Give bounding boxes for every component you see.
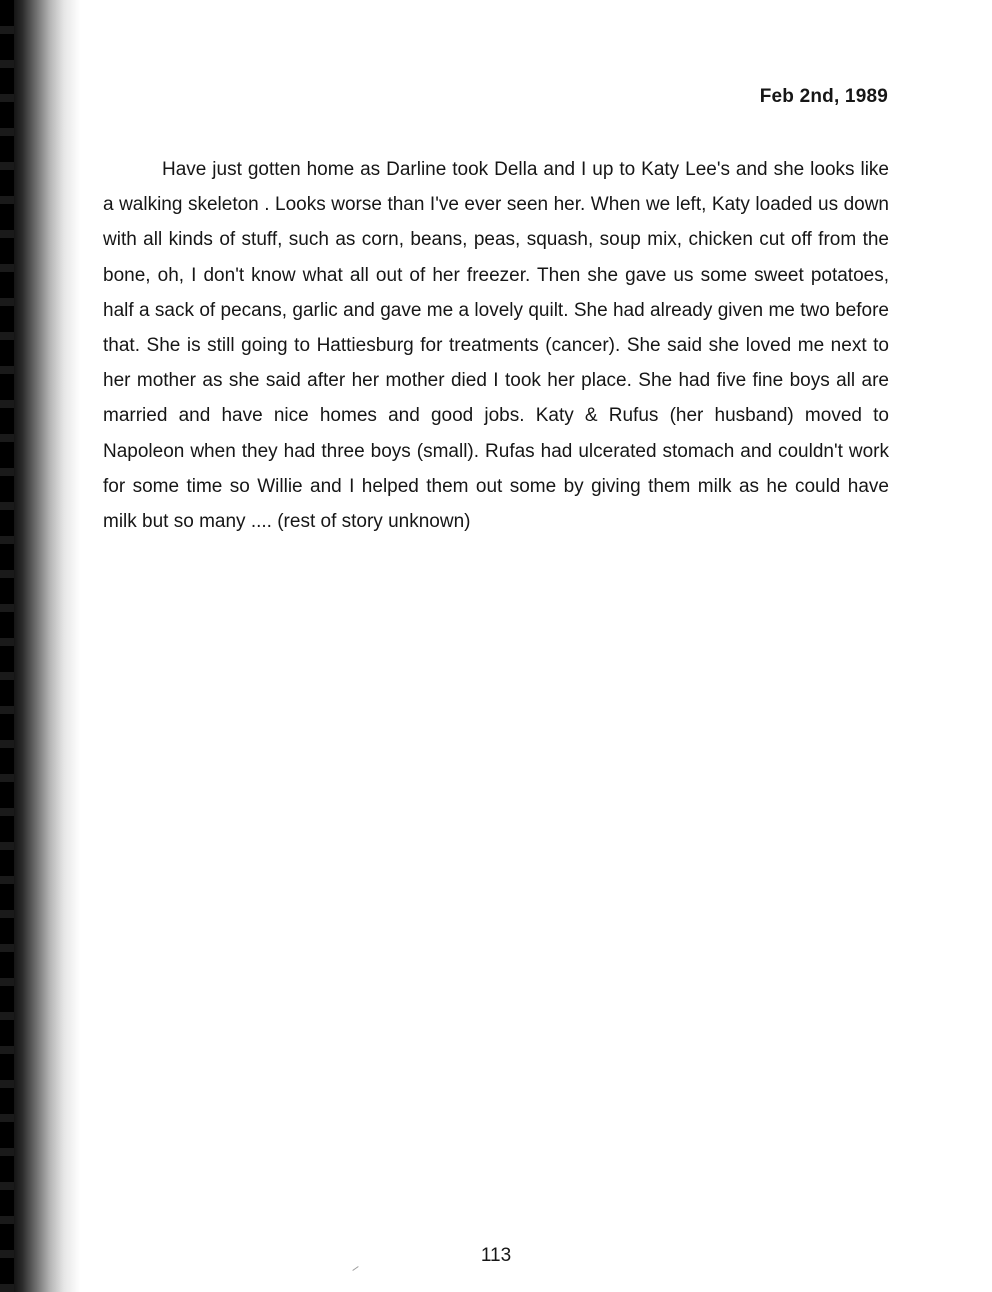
page-number: 113 [480,1245,512,1266]
entry-body: Have just gotten home as Darline took Della and I up to Katy Lee's and she looks like a walking skeleton . Looks worse than I've ever seen her. When we left, Katy loaded us down with all kinds of stuff, such as corn, beans, peas, squash, soup mix, chicken cut off from the bone, oh, I don't know what all out of her freezer. Then she gave us some sweet potatoes, half a sack of pecans, garlic and gave me a lovely quilt. She had already given me two before that. She is still going to Hattiesburg for treatments (cancer). She said she loved me next to her mother as she said after her mother died I took her place. She had five fine boys all are married and have nice homes and good jobs. Katy & Rufus (her husband) moved to Napoleon when they had three boys (small). Rufas had ulcerated stomach and couldn't work for some time so Willie and I helped them out some by giving them milk as he could have milk but so many .... (rest of story unknown) [103,159,889,533]
entry-date: Feb 2nd, 1989 [759,86,888,107]
